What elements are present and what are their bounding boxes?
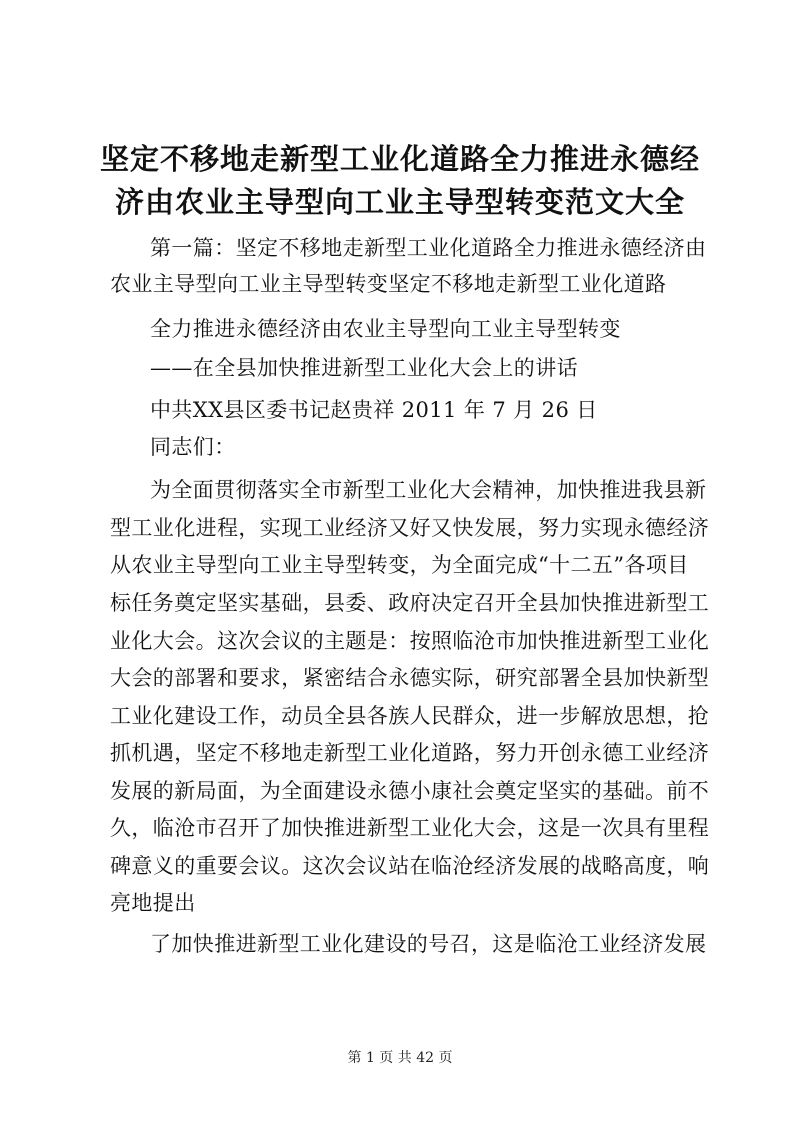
body-line: 型工业化进程，实现工业经济又好又快发展，努力实现永德经济 [110,516,710,540]
body-line: 久，临沧市召开了加快推进新型工业化大会，这是一次具有里程 [110,816,710,840]
body-line: 亮地提出 [110,891,196,915]
body-line: 从农业主导型向工业主导型转变，为全面完成“十二五”各项目 [110,553,689,577]
body-line: 抓机遇，坚定不移地走新型工业化道路，努力开创永德工业经济 [110,741,710,765]
body-line: 全力推进永德经济由农业主导型向工业主导型转变 [150,317,621,341]
body-line: 大会的部署和要求，紧密结合永德实际，研究部署全县加快新型 [110,666,710,690]
body-line: 中共XX县区委书记赵贵祥 2011 年 7 月 26 日 [150,398,598,422]
body-line: 业化大会。这次会议的主题是：按照临沧市加快推进新型工业化 [110,629,710,653]
body-line: 同志们： [150,435,236,459]
body-line: 第一篇：坚定不移地走新型工业化道路全力推进永德经济由 [150,236,707,260]
body-line: 为全面贯彻落实全市新型工业化大会精神，加快推进我县新 [150,478,707,502]
document-title-line-2: 济由农业主导型向工业主导型转变范文大全 [114,185,685,219]
body-line: 工业化建设工作，动员全县各族人民群众，进一步解放思想，抢 [110,704,710,728]
body-line: 碑意义的重要会议。这次会议站在临沧经济发展的战略高度，响 [110,854,710,878]
body-line: 标任务奠定坚实基础，县委、政府决定召开全县加快推进新型工 [110,591,710,615]
body-line: 了加快推进新型工业化建设的号召，这是临沧工业经济发展 [150,932,707,956]
body-line: 农业主导型向工业主导型转变坚定不移地走新型工业化道路 [110,272,667,296]
body-line: 发展的新局面，为全面建设永德小康社会奠定坚实的基础。前不 [110,779,710,803]
body-line: ——在全县加快推进新型工业化大会上的讲话 [150,356,578,380]
document-title-line-1: 坚定不移地走新型工业化道路全力推进永德经 [100,142,701,176]
page-number: 第 1 页 共 42 页 [347,1050,453,1066]
